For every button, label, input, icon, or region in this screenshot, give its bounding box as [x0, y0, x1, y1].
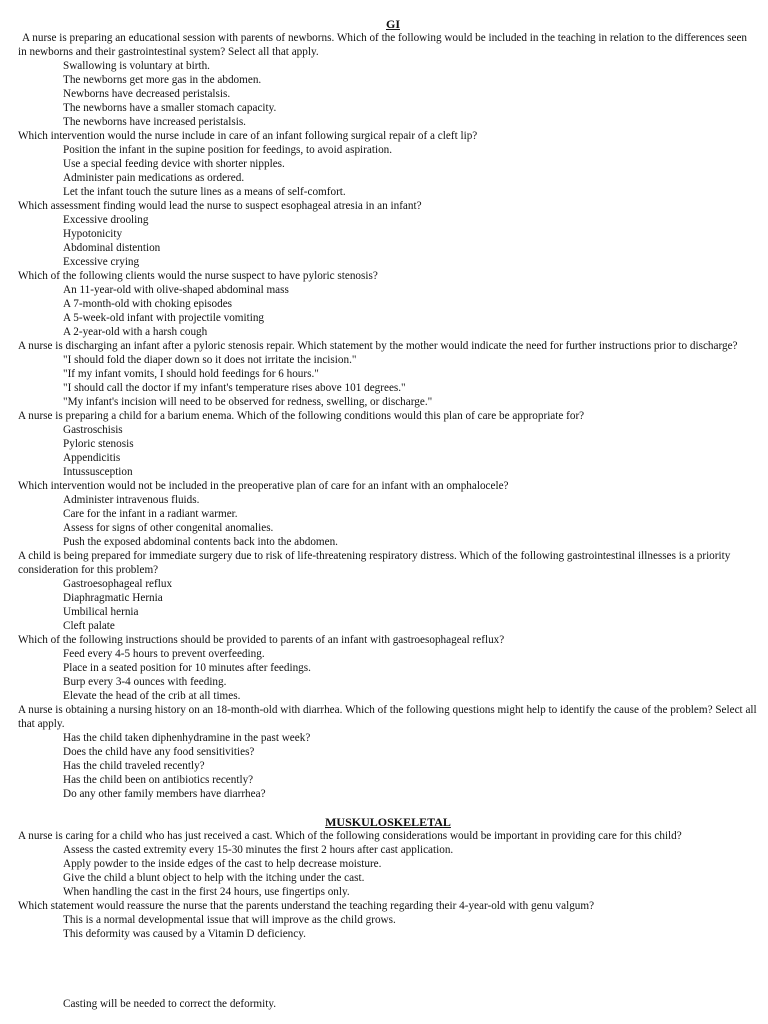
question-block: [18, 479, 758, 549]
answer-option: Administer intravenous fluids.: [63, 494, 200, 506]
question-block: [18, 549, 758, 633]
answer-option: Casting will be needed to correct the deformity.: [63, 998, 277, 1010]
answer-option: Has the child been on antibiotics recently?: [63, 774, 254, 786]
question-text: A nurse is caring for a child who has just received a cast. Which of the following considerations would be important in providing care for this child?: [18, 830, 682, 842]
question-block: [18, 829, 758, 899]
answer-option: Gastroschisis: [63, 424, 123, 436]
question-block: [18, 703, 758, 801]
answer-option: A 2-year-old with a harsh cough: [63, 326, 208, 338]
answer-option: The newborns have a smaller stomach capacity.: [63, 102, 277, 114]
answer-option: This deformity was caused by a Vitamin D deficiency.: [63, 928, 306, 940]
answer-option: Does the child have any food sensitivities?: [63, 746, 255, 758]
answer-option: Assess for signs of other congenital anomalies.: [63, 522, 274, 534]
question-text: A nurse is preparing a child for a barium enema. Which of the following conditions would this plan of care be appropriate for?: [18, 410, 585, 422]
answer-option: Excessive crying: [63, 256, 140, 268]
answer-option: "If my infant vomits, I should hold feedings for 6 hours.": [63, 368, 319, 380]
answer-option: Gastroesophageal reflux: [63, 578, 173, 590]
answer-option: Administer pain medications as ordered.: [63, 172, 245, 184]
answer-option: Pyloric stenosis: [63, 438, 134, 450]
blank-space: [18, 941, 758, 997]
question-text: Which assessment finding would lead the nurse to suspect esophageal atresia in an infant?: [18, 200, 422, 212]
answer-option: Do any other family members have diarrhea?: [63, 788, 266, 800]
question-text: Which of the following instructions should be provided to parents of an infant with gastroesophageal reflux?: [18, 634, 505, 646]
answer-option: Abdominal distention: [63, 242, 161, 254]
answer-option: Apply powder to the inside edges of the cast to help decrease moisture.: [63, 858, 382, 870]
answer-option: Hypotonicity: [63, 228, 123, 240]
answer-option: "I should call the doctor if my infant's temperature rises above 101 degrees.": [63, 382, 406, 394]
question-block: [18, 339, 758, 409]
answer-option: Use a special feeding device with shorter nipples.: [63, 158, 285, 170]
section-title-musculoskeletal: MUSKULOSKELETAL: [325, 815, 451, 829]
question-text: Which statement would reassure the nurse that the parents understand the teaching regarding their 4-year-old with genu valgum?: [18, 900, 595, 912]
section-spacer: [18, 801, 758, 815]
question-text: A child is being prepared for immediate surgery due to risk of life-threatening respiratory distress. Which of the following gastrointestinal illnesses is a priority consideration for this problem?: [18, 550, 731, 576]
answer-option: Assess the casted extremity every 15-30 minutes the first 2 hours after cast application.: [63, 844, 454, 856]
answer-option: Has the child traveled recently?: [63, 760, 205, 772]
answer-option: Elevate the head of the crib at all times.: [63, 690, 241, 702]
section-title-gi: GI: [385, 17, 400, 31]
question-text: A nurse is preparing an educational session with parents of newborns. Which of the following would be included in the teaching in relation to the differences seen in newborns and their gastrointestinal system? Select all that apply.: [18, 32, 748, 58]
document-page: [18, 17, 758, 1011]
answer-option: Feed every 4-5 hours to prevent overfeeding.: [63, 648, 265, 660]
answer-option: Swallowing is voluntary at birth.: [63, 60, 210, 72]
answer-option: Diaphragmatic Hernia: [63, 592, 163, 604]
question-block: [18, 31, 758, 129]
answer-option: Excessive drooling: [63, 214, 149, 226]
answer-option: "My infant's incision will need to be observed for redness, swelling, or discharge.": [63, 396, 433, 408]
question-block: [18, 409, 758, 479]
answer-option: Cleft palate: [63, 620, 115, 632]
answer-option: Burp every 3-4 ounces with feeding.: [63, 676, 227, 688]
answer-option: "I should fold the diaper down so it does not irritate the incision.": [63, 354, 357, 366]
answer-option: Intussusception: [63, 466, 133, 478]
answer-option: Give the child a blunt object to help with the itching under the cast.: [63, 872, 365, 884]
answer-option: Position the infant in the supine position for feedings, to avoid aspiration.: [63, 144, 393, 156]
answer-option: Care for the infant in a radiant warmer.: [63, 508, 238, 520]
answer-option: Let the infant touch the suture lines as a means of self-comfort.: [63, 186, 346, 198]
answer-option: When handling the cast in the first 24 hours, use fingertips only.: [63, 886, 350, 898]
question-text: Which intervention would the nurse include in care of an infant following surgical repair of a cleft lip?: [18, 130, 478, 142]
answer-option: Umbilical hernia: [63, 606, 139, 618]
question-block: [18, 633, 758, 703]
answer-option: A 5-week-old infant with projectile vomiting: [63, 312, 265, 324]
question-text: A nurse is obtaining a nursing history on an 18-month-old with diarrhea. Which of the following questions might help to identify the cause of the problem? Select all that apply.: [18, 704, 757, 730]
question-block: [18, 269, 758, 339]
question-block: [18, 199, 758, 269]
answer-option: Place in a seated position for 10 minutes after feedings.: [63, 662, 311, 674]
answer-option: Appendicitis: [63, 452, 121, 464]
answer-option: The newborns have increased peristalsis.: [63, 116, 246, 128]
answer-option: Has the child taken diphenhydramine in the past week?: [63, 732, 311, 744]
answer-option: Newborns have decreased peristalsis.: [63, 88, 231, 100]
answer-option: A 7-month-old with choking episodes: [63, 298, 233, 310]
question-block: [18, 899, 758, 1011]
question-text: A nurse is discharging an infant after a pyloric stenosis repair. Which statement by the mother would indicate the need for further instructions prior to discharge?: [18, 340, 738, 352]
answer-option: The newborns get more gas in the abdomen.: [63, 74, 262, 86]
question-block: [18, 129, 758, 199]
answer-option: Push the exposed abdominal contents back into the abdomen.: [63, 536, 338, 548]
answer-option: An 11-year-old with olive-shaped abdominal mass: [63, 284, 289, 296]
question-text: Which intervention would not be included in the preoperative plan of care for an infant with an omphalocele?: [18, 480, 509, 492]
question-text: Which of the following clients would the nurse suspect to have pyloric stenosis?: [18, 270, 378, 282]
answer-option: This is a normal developmental issue that will improve as the child grows.: [63, 914, 396, 926]
